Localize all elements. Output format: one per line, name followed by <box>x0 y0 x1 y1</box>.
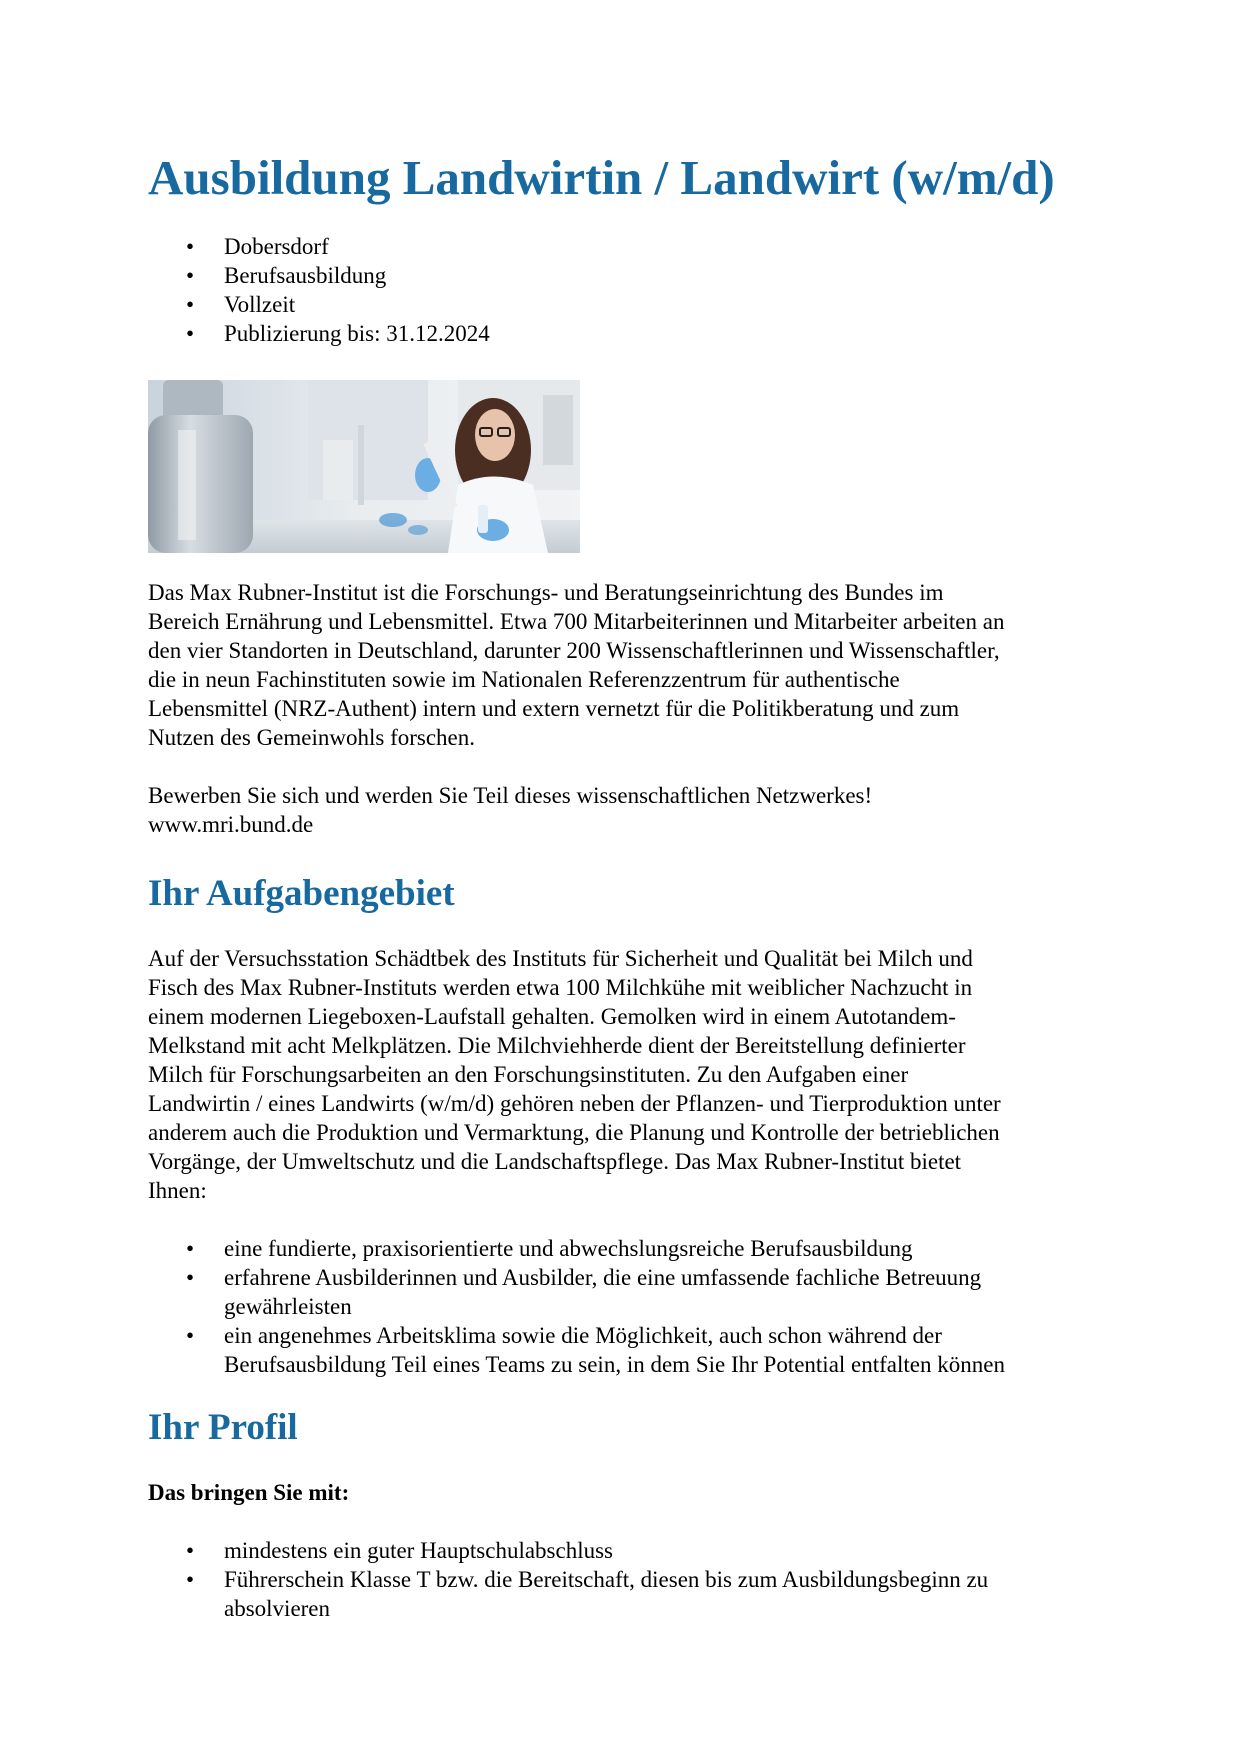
benefit-item <box>148 1263 1005 1321</box>
requirement-line: absolvieren <box>224 1596 331 1621</box>
requirement-line: • mindestens ein guter Hauptschulabschluss <box>224 1538 614 1563</box>
intro-paragraph <box>148 578 1108 752</box>
meta-location: • Dobersdorf <box>148 232 490 261</box>
requirement-item <box>148 1565 988 1623</box>
meta-type: • Berufsausbildung <box>148 261 490 290</box>
lab-photo <box>148 380 580 553</box>
benefit-line: Berufsausbildung Teil eines Teams zu sein, in dem Sie Ihr Potential entfalten können <box>224 1352 1005 1377</box>
apply-line: Bewerben Sie sich und werden Sie Teil dieses wissenschaftlichen Netzwerkes! <box>148 783 873 808</box>
intro-line: Das Max Rubner-Institut ist die Forschungs- und Beratungseinrichtung des Bundes im <box>148 580 944 605</box>
benefit-line: • ein angenehmes Arbeitsklima sowie die Möglichkeit, auch schon während der <box>224 1323 942 1348</box>
aufgaben-line: Landwirtin / eines Landwirts (w/m/d) gehören neben der Pflanzen- und Tierproduktion unter <box>148 1091 1001 1116</box>
aufgaben-line: anderem auch die Produktion und Vermarktung, die Planung und Kontrolle der betrieblichen <box>148 1120 1000 1145</box>
aufgaben-paragraph <box>148 944 1108 1205</box>
requirement-item <box>148 1536 988 1565</box>
section-heading-profil: Ihr Profil <box>148 1407 298 1448</box>
aufgaben-line: Vorgänge, der Umweltschutz und die Landschaftspflege. Das Max Rubner-Institut bietet <box>148 1149 962 1174</box>
profil-subheading: Das bringen Sie mit: <box>148 1480 350 1505</box>
requirements-list <box>148 1536 988 1623</box>
benefit-line: • eine fundierte, praxisorientierte und abwechslungsreiche Berufsausbildung <box>224 1236 913 1261</box>
apply-paragraph <box>148 781 1108 839</box>
intro-line: die in neun Fachinstituten sowie im Nationalen Referenzzentrum für authentische <box>148 667 900 692</box>
intro-line: Nutzen des Gemeinwohls forschen. <box>148 725 476 750</box>
job-title: Ausbildung Landwirtin / Landwirt (w/m/d) <box>148 150 1055 205</box>
aufgaben-line: Melkstand mit acht Melkplätzen. Die Milchviehherde dient der Bereitstellung definierter <box>148 1033 966 1058</box>
benefit-line: gewährleisten <box>224 1294 352 1319</box>
aufgaben-line: Milch für Forschungsarbeiten an den Forschungsinstituten. Zu den Aufgaben einer <box>148 1062 909 1087</box>
meta-published-until: • Publizierung bis: 31.12.2024 <box>148 319 490 348</box>
intro-line: den vier Standorten in Deutschland, darunter 200 Wissenschaftlerinnen und Wissenschaftler, <box>148 638 1000 663</box>
benefit-item <box>148 1321 1005 1379</box>
benefit-item <box>148 1234 1005 1263</box>
aufgaben-line: Fisch des Max Rubner-Instituts werden etwa 100 Milchkühe mit weiblicher Nachzucht in <box>148 975 973 1000</box>
benefit-line: • erfahrene Ausbilderinnen und Ausbilder, die eine umfassende fachliche Betreuung <box>224 1265 982 1290</box>
aufgaben-line: Ihnen: <box>148 1178 207 1203</box>
job-meta-list <box>148 232 490 348</box>
meta-hours: • Vollzeit <box>148 290 490 319</box>
website-link[interactable]: www.mri.bund.de <box>148 812 314 837</box>
benefits-list <box>148 1234 1005 1379</box>
intro-line: Lebensmittel (NRZ-Authent) intern und extern vernetzt für die Politikberatung und zum <box>148 696 960 721</box>
aufgaben-line: einem modernen Liegeboxen-Laufstall gehalten. Gemolken wird in einem Autotandem- <box>148 1004 956 1029</box>
intro-line: Bereich Ernährung und Lebensmittel. Etwa 700 Mitarbeiterinnen und Mitarbeiter arbeiten an <box>148 609 1005 634</box>
requirement-line: • Führerschein Klasse T bzw. die Bereitschaft, diesen bis zum Ausbildungsbeginn zu <box>224 1567 989 1592</box>
aufgaben-line: Auf der Versuchsstation Schädtbek des Instituts für Sicherheit und Qualität bei Milch und <box>148 946 973 971</box>
section-heading-aufgaben: Ihr Aufgabengebiet <box>148 873 455 914</box>
